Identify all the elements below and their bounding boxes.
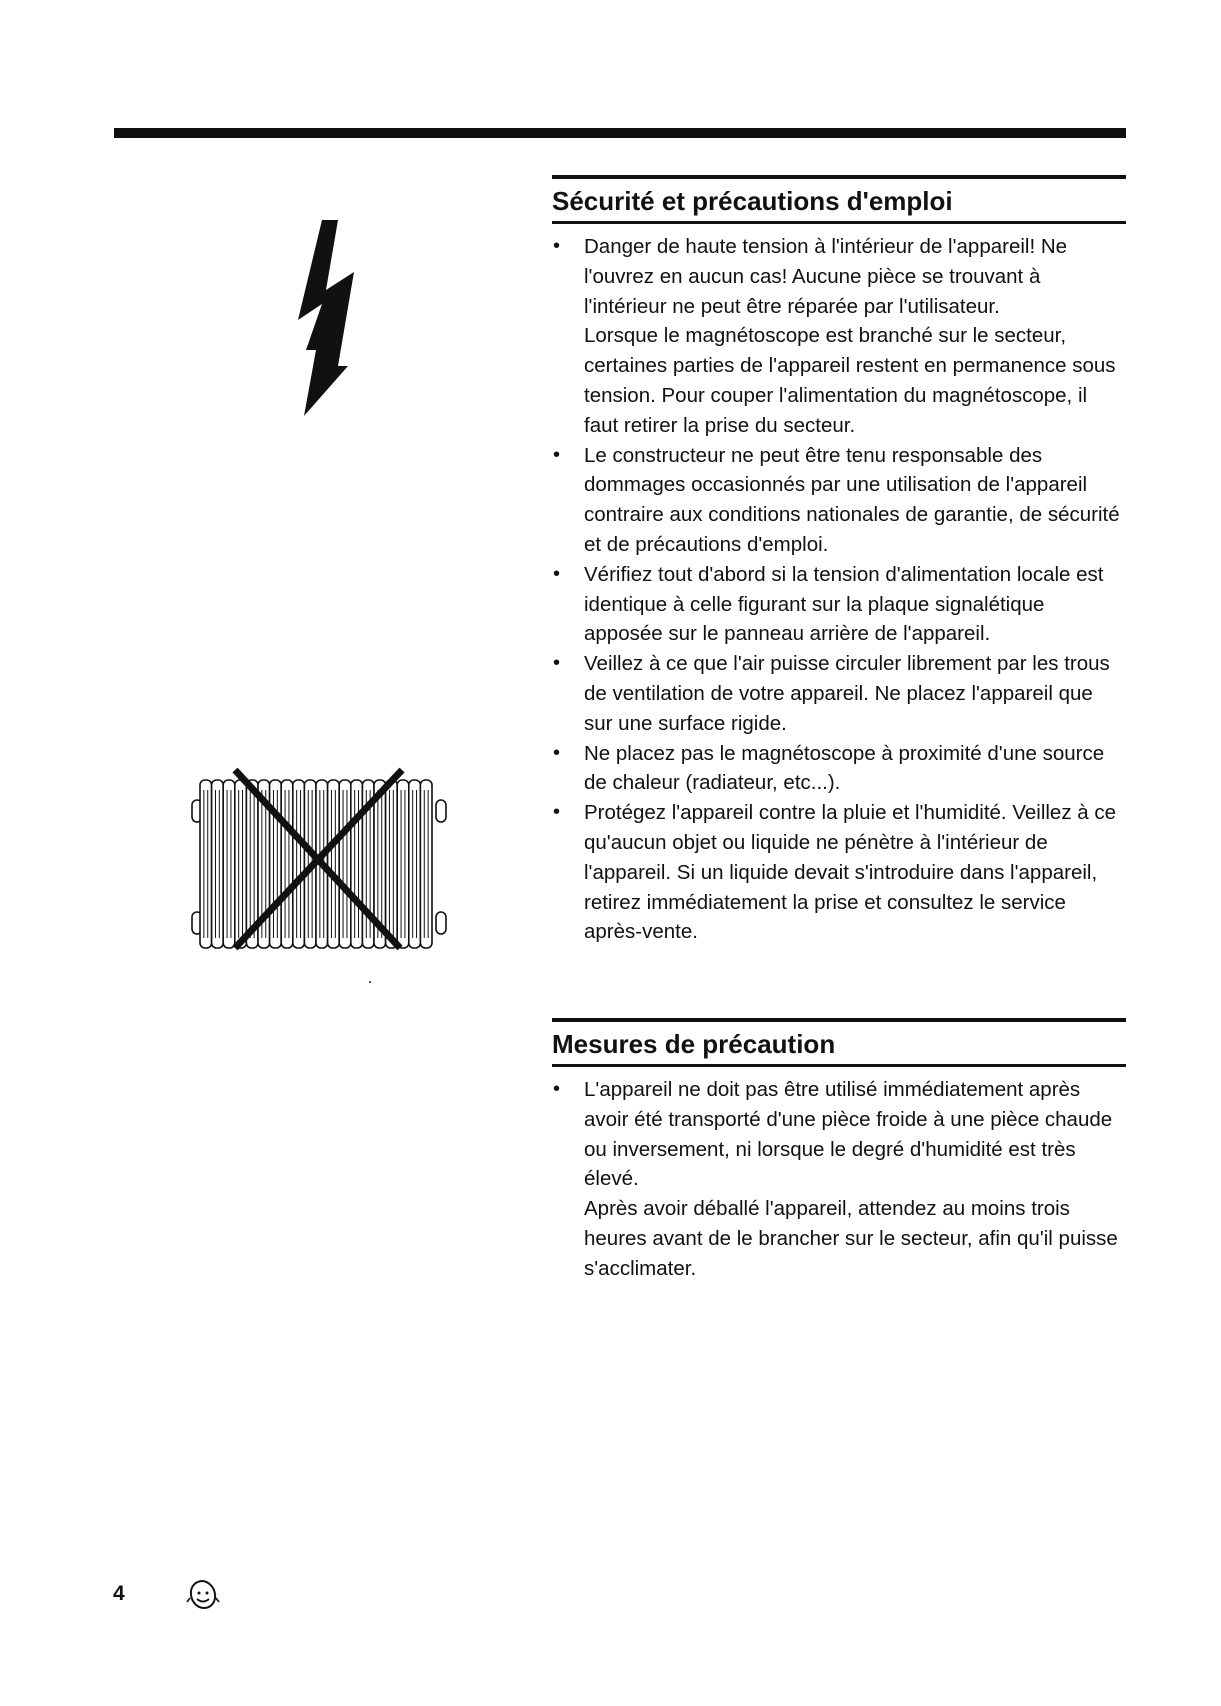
no-radiator-icon: [190, 760, 460, 965]
paragraph: Après avoir déballé l'appareil, attendez au moins trois heures avant de le brancher sur le secteur, afin qu'il puisse s'acclimater.: [584, 1197, 1118, 1280]
list-item: [552, 441, 1126, 560]
paragraph: Danger de haute tension à l'intérieur de l'appareil! Ne l'ouvrez en aucun cas! Aucune pièce se trouvant à l'intérieur ne peut être réparée par l'utilisateur.: [584, 235, 1068, 318]
page-number: 4: [113, 1582, 125, 1605]
bullet-icon: •: [553, 235, 561, 257]
section-precautions: [552, 1018, 1126, 1284]
radiator-fin: [212, 780, 224, 948]
bullet-list: [552, 232, 1126, 947]
radiator-fin: [235, 780, 247, 948]
bullet-icon: •: [553, 652, 561, 675]
paragraph: Vérifiez tout d'abord si la tension d'alimentation locale est identique à celle figurant sur la plaque signalétique apposée sur le panneau arrière de l'appareil.: [584, 562, 1104, 646]
bullet-icon: •: [553, 443, 561, 466]
paragraph: Protégez l'appareil contre la pluie et l'humidité. Veillez à ce qu'aucun objet ou liquide ne pénètre à l'intérieur de l'appareil. Si un liquide devait s'introduire dans l'appareil, retirez immédiatement la prise et consultez le service après-vente.: [584, 801, 1117, 944]
list-item: [552, 739, 1126, 799]
top-rule: [114, 128, 1126, 138]
paragraph: Veillez à ce que l'air puisse circuler librement par les trous de ventilation de votre appareil. Ne placez l'appareil que sur une surface rigide.: [584, 652, 1110, 735]
section-title: Sécurité et précautions d'emploi: [552, 186, 953, 216]
high-voltage-lightning-icon: [296, 218, 366, 423]
section-rule: [552, 1064, 1126, 1067]
radiator-connector: [436, 800, 446, 822]
paragraph: Le constructeur ne peut être tenu responsable des dommages occasionnés par une utilisation de l'appareil contraire aux conditions nationales de garantie, de sécurité et de précautions d'emploi.: [584, 443, 1120, 556]
paragraph: Lorsque le magnétoscope est branché sur le secteur, certaines parties de l'appareil restent en permanence sous tension. Pour couper l'alimentation du magnétoscope, il faut retirer la prise du secteur.: [584, 324, 1116, 437]
paragraph: L'appareil ne doit pas être utilisé immédiatement après avoir été transporté d'une pièce froide à une pièce chaude ou inversement, ni lorsque le degré d'humidité est très élevé.: [584, 1078, 1113, 1191]
section-safety: [552, 175, 1126, 947]
radiator-fin: [281, 780, 293, 948]
bullet-icon: •: [553, 562, 561, 585]
radiator-fin: [328, 780, 340, 948]
list-item: [552, 560, 1126, 649]
bullet-icon: •: [553, 1078, 561, 1100]
speck: [369, 981, 371, 983]
bullet-list: [552, 1075, 1126, 1284]
radiator-fin: [409, 780, 421, 948]
bullet-icon: •: [553, 801, 561, 824]
list-item: [552, 649, 1126, 738]
section-title: Mesures de précaution: [552, 1029, 836, 1059]
section-rule: [552, 221, 1126, 224]
section-rule: [552, 1018, 1126, 1022]
paragraph: Ne placez pas le magnétoscope à proximité d'une source de chaleur (radiateur, etc...).: [584, 741, 1105, 795]
radiator-fin: [223, 780, 235, 948]
list-item: [552, 232, 1126, 441]
list-item: [552, 798, 1126, 947]
list-item: [552, 1075, 1126, 1284]
french-language-icon: [186, 1578, 220, 1617]
bullet-icon: •: [553, 741, 561, 764]
radiator-fin: [397, 780, 409, 948]
radiator-fin: [339, 780, 351, 948]
radiator-fin: [420, 780, 432, 948]
radiator-connector: [436, 912, 446, 934]
radiator-fin: [351, 780, 363, 948]
radiator-fin: [200, 780, 212, 948]
radiator-fin: [293, 780, 305, 948]
section-rule: [552, 175, 1126, 179]
radiator-fin: [386, 780, 398, 948]
